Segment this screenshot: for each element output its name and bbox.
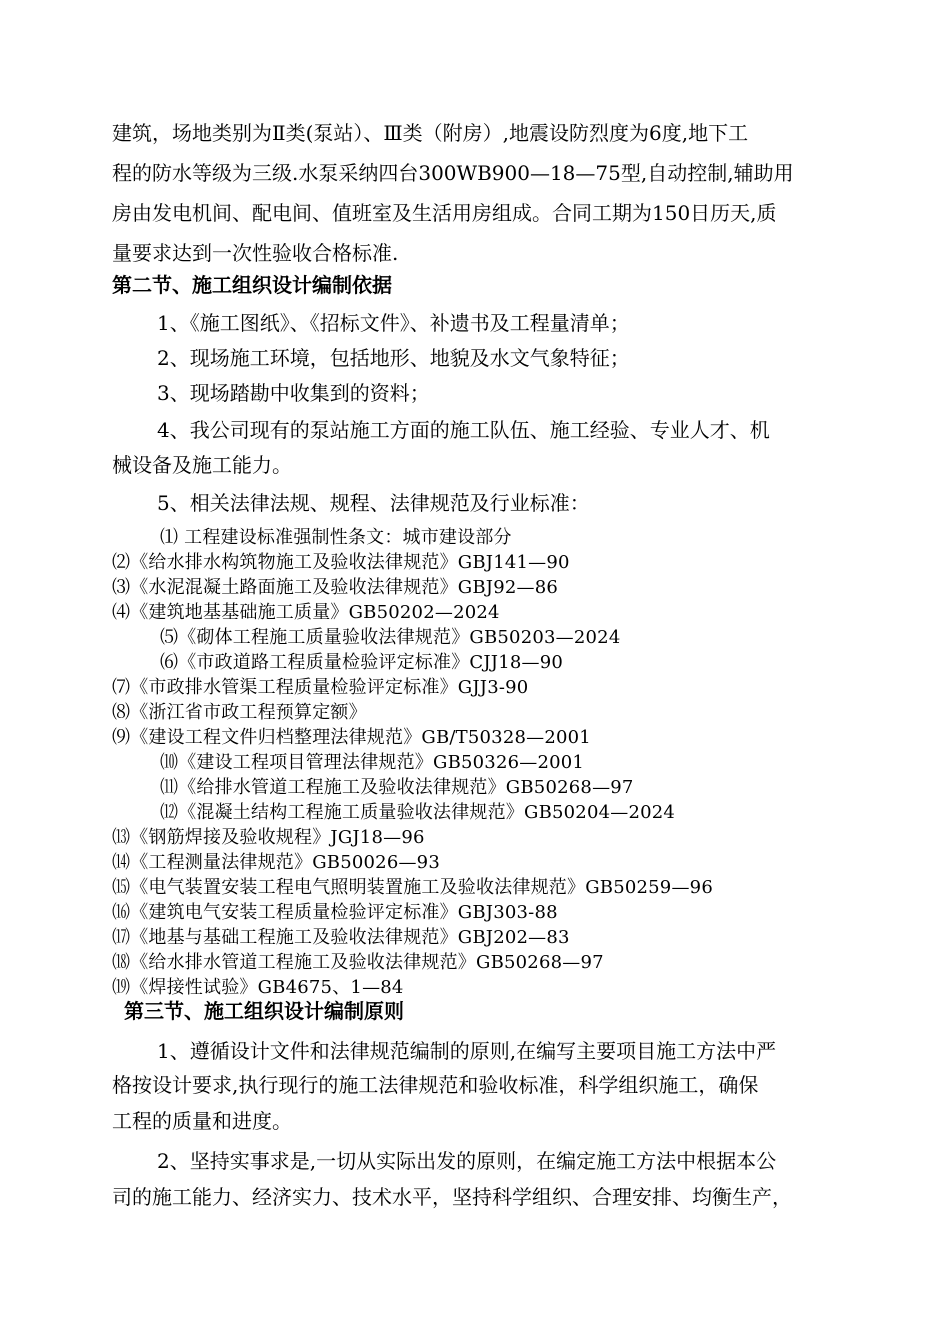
standard-item: ⑶《水泥混凝土路面施工及验收法律规范》GBJ92—86 xyxy=(112,577,559,598)
standard-item: ⑼《建设工程文件归档整理法律规范》GB/T50328—2001 xyxy=(112,727,591,748)
standard-item: ⒀《钢筋焊接及验收规程》JGJ18—96 xyxy=(112,827,425,848)
standard-item: ⑸《砌体工程施工质量验收法律规范》GB50203—2024 xyxy=(160,627,621,648)
principle-line-2: 格按设计要求,执行现行的施工法律规范和验收标准，科学组织施工，确保 xyxy=(112,1073,759,1097)
basis-item-1: 1、《施工图纸》、《招标文件》、补遗书及工程量清单； xyxy=(157,311,630,335)
basis-item-3: 3、现场踏勘中收集到的资料； xyxy=(157,381,430,405)
standard-item: ⑾《给排水管道工程施工及验收法律规范》GB50268—97 xyxy=(160,777,634,798)
standard-item: ⑿《混凝土结构工程施工质量验收法律规范》GB50204—2024 xyxy=(160,802,676,823)
standard-item: ⑽《建设工程项目管理法律规范》GB50326—2001 xyxy=(160,752,585,773)
standard-item: ⒁《工程测量法律规范》GB50026—93 xyxy=(112,852,440,873)
basis-item-5: 5、相关法律法规、规程、法律规范及行业标准： xyxy=(157,491,590,515)
standard-item: ⑴ 工程建设标准强制性条文：城市建设部分 xyxy=(160,527,512,548)
section2-title: 第二节、施工组织设计编制依据 xyxy=(112,273,392,297)
principle-line-3: 工程的质量和进度。 xyxy=(112,1109,292,1133)
principle-line-1: 1、遵循设计文件和法律规范编制的原则,在编写主要项目施工方法中严 xyxy=(157,1039,777,1063)
basis-item-4-cont: 械设备及施工能力。 xyxy=(112,453,292,477)
standard-item: ⑹《市政道路工程质量检验评定标准》CJJ18—90 xyxy=(160,652,564,673)
standard-item: ⑷《建筑地基基础施工质量》GB50202—2024 xyxy=(112,602,500,623)
standard-item: ⒅《给水排水管道工程施工及验收法律规范》GB50268—97 xyxy=(112,952,604,973)
standard-item: ⑵《给水排水构筑物施工及验收法律规范》GBJ141—90 xyxy=(112,552,570,573)
principle-line-4: 2、坚持实事求是,一切从实际出发的原则，在编定施工方法中根据本公 xyxy=(157,1149,777,1173)
section3-title: 第三节、施工组织设计编制原则 xyxy=(124,999,404,1023)
basis-item-2: 2、现场施工环境，包括地形、地貌及水文气象特征； xyxy=(157,346,630,370)
standard-item: ⒄《地基与基础工程施工及验收法律规范》GBJ202—83 xyxy=(112,927,570,948)
standard-item: ⒃《建筑电气安装工程质量检验评定标准》GBJ303-88 xyxy=(112,902,558,923)
intro-line-3: 房由发电机间、配电间、值班室及生活用房组成。合同工期为150日历天,质 xyxy=(112,201,777,225)
standard-item: ⒆《焊接性试验》GB4675、1—84 xyxy=(112,977,404,998)
standard-item: ⑻《浙江省市政工程预算定额》 xyxy=(112,702,367,723)
standard-item: ⒂《电气装置安装工程电气照明装置施工及验收法律规范》GB50259—96 xyxy=(112,877,713,898)
intro-line-4: 量要求达到一次性验收合格标准. xyxy=(112,241,399,265)
intro-line-2: 程的防水等级为三级.水泵采纳四台300WB900—18—75型,自动控制,辅助用 xyxy=(112,161,794,185)
principle-line-5: 司的施工能力、经济实力、技术水平，坚持科学组织、合理安排、均衡生产， xyxy=(112,1185,792,1209)
basis-item-4: 4、我公司现有的泵站施工方面的施工队伍、施工经验、专业人才、机 xyxy=(157,418,770,442)
standard-item: ⑺《市政排水管渠工程质量检验评定标准》GJJ3-90 xyxy=(112,677,529,698)
intro-line-1: 建筑，场地类别为Ⅱ类(泵站）、Ⅲ类（附房）,地震设防烈度为6度,地下工 xyxy=(112,121,749,145)
